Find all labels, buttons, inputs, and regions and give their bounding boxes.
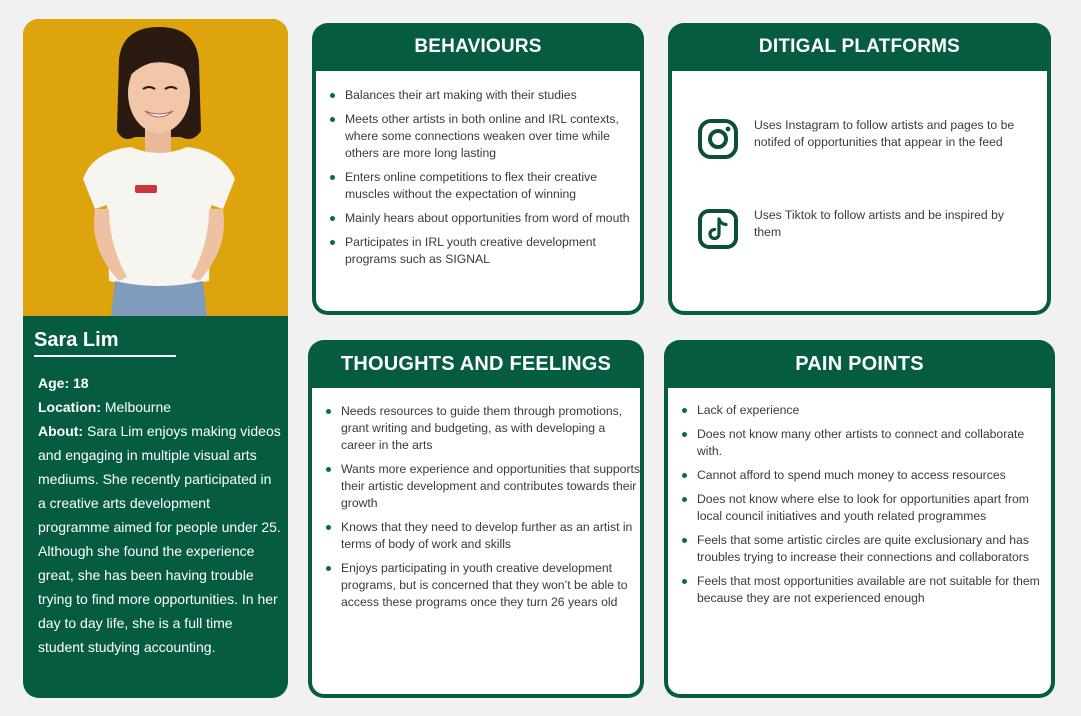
list-item: Feels that some artistic circles are quite exclusionary and has troubles trying to increase their connections and collaborators [668,532,1051,566]
instagram-icon [696,117,740,161]
list-item: Participates in IRL youth creative development programs such as SIGNAL [316,234,640,268]
age-label: Age: [38,375,70,391]
digital-platforms-title: DITIGAL PLATFORMS [758,36,961,57]
location-row [38,395,282,419]
thoughts-feelings-body [312,388,640,694]
person-illustration [23,19,288,316]
digital-platforms-card [668,23,1051,315]
name-underline [34,355,176,357]
platform-tiktok [696,207,1034,251]
behaviours-body [316,71,640,311]
pain-points-body [668,388,1051,694]
profile-card [23,19,288,698]
pain-points-title: PAIN POINTS [795,352,924,375]
behaviours-list [316,87,640,268]
behaviours-card [312,23,644,315]
age-row [38,371,282,395]
thoughts-list [312,403,640,611]
platform-instagram [696,117,1034,161]
list-item: Enters online competitions to flex their creative muscles without the expectation of winning [316,169,640,203]
persona-name: Sara Lim [34,329,119,351]
list-item: Meets other artists in both online and IRL contexts, where some connections weaken over time while others are more long lasting [316,111,640,162]
pain-points-card [664,340,1055,698]
platform-tiktok-text: Uses Tiktok to follow artists and be inspired by them [754,208,1004,239]
list-item: Cannot afford to spend much money to access resources [668,467,1051,484]
platform-instagram-text: Uses Instagram to follow artists and pages to be notifed of opportunities that appear in the feed [754,118,1015,149]
thoughts-feelings-card [308,340,644,698]
tiktok-icon [696,207,740,251]
location-label: Location: [38,399,101,415]
list-item: Knows that they need to develop further as an artist in terms of body of work and skills [312,519,640,553]
profile-photo [23,19,288,316]
list-item: Needs resources to guide them through promotions, grant writing and budgeting, as with developing a career in the arts [312,403,640,454]
list-item: Lack of experience [668,402,1051,419]
behaviours-title: BEHAVIOURS [414,36,542,57]
about-label: About: [38,423,84,439]
pain-points-list [668,402,1051,607]
list-item: Balances their art making with their studies [316,87,640,104]
list-item: Wants more experience and opportunities that supports their artistic development and contributes towards their growth [312,461,640,512]
about-row [38,419,282,659]
age-value: 18 [73,375,89,391]
list-item: Does not know where else to look for opportunities apart from local council initiatives and youth related programmes [668,491,1051,525]
list-item: Enjoys participating in youth creative development programs, but is concerned that they won’t be able to access these programs once they turn 26 years old [312,560,640,611]
list-item: Does not know many other artists to connect and collaborate with. [668,426,1051,460]
persona-info [38,371,282,659]
about-text: Sara Lim enjoys making videos and engaging in multiple visual arts mediums. She recently participated in a creative arts development programme aimed for people under 25. Although she found the experience great, she has been having trouble trying to find more opportunities. In her day to day life, she is a full time student studying accounting. [38,423,281,655]
digital-platforms-body [672,71,1047,311]
location-value: Melbourne [104,399,172,415]
thoughts-feelings-title: THOUGHTS AND FEELINGS [340,352,612,375]
list-item: Mainly hears about opportunities from word of mouth [316,210,640,227]
list-item: Feels that most opportunities available are not suitable for them because they are not experienced enough [668,573,1051,607]
